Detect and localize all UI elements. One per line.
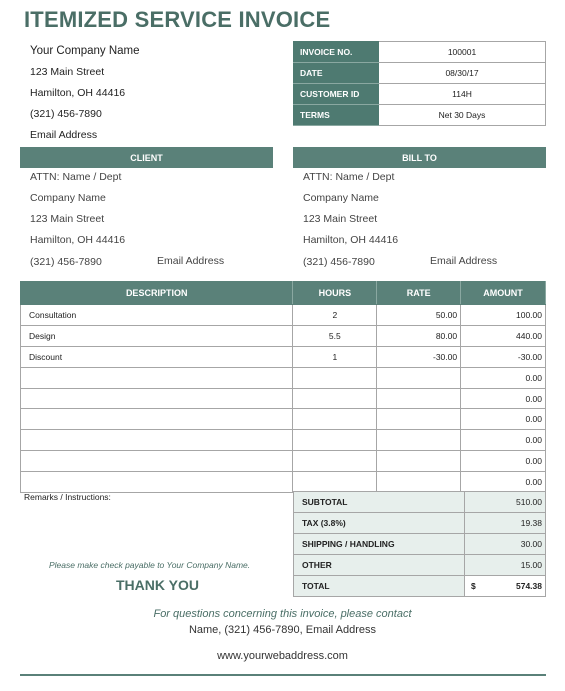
table-row	[21, 325, 546, 346]
invoice-title: ITEMIZED SERVICE INVOICE	[24, 7, 331, 32]
item-hours: 5.5	[293, 325, 377, 346]
other-label: OTHER	[294, 555, 465, 576]
subtotal-label: SUBTOTAL	[294, 492, 465, 513]
item-description: Consultation	[21, 305, 293, 326]
website-link[interactable]: www.yourwebaddress.com	[217, 650, 348, 662]
item-rate	[377, 430, 461, 451]
table-row	[21, 346, 546, 367]
item-amount: 0.00	[461, 451, 546, 472]
col-header-rate: RATE	[377, 282, 461, 305]
meta-label: INVOICE NO.	[294, 42, 379, 63]
tax-value: 19.38	[465, 513, 546, 534]
meta-value: 114H	[379, 84, 546, 105]
total-label: TOTAL	[294, 576, 465, 597]
item-description	[21, 388, 293, 409]
item-amount: 100.00	[461, 305, 546, 326]
col-header-description: DESCRIPTION	[21, 282, 293, 305]
item-hours	[293, 367, 377, 388]
bill-to-attn: ATTN: Name / Dept	[303, 171, 395, 183]
item-amount: 0.00	[461, 430, 546, 451]
client-phone: (321) 456-7890	[30, 256, 102, 268]
company-city: Hamilton, OH 44416	[30, 87, 126, 99]
item-amount: 440.00	[461, 325, 546, 346]
item-description	[21, 451, 293, 472]
meta-label: DATE	[294, 63, 379, 84]
item-description	[21, 472, 293, 493]
meta-row-invoice-no	[294, 42, 546, 63]
item-amount: -30.00	[461, 346, 546, 367]
tax-label: TAX (3.8%)	[294, 513, 465, 534]
item-rate: 50.00	[377, 305, 461, 326]
item-description	[21, 430, 293, 451]
client-email: Email Address	[157, 255, 225, 267]
item-description: Discount	[21, 346, 293, 367]
line-items-header	[21, 282, 546, 305]
total-currency: $	[465, 576, 483, 597]
col-header-amount: AMOUNT	[461, 282, 546, 305]
item-hours: 1	[293, 346, 377, 367]
item-amount: 0.00	[461, 409, 546, 430]
col-header-hours: HOURS	[293, 282, 377, 305]
item-hours	[293, 472, 377, 493]
item-hours	[293, 388, 377, 409]
company-name: Your Company Name	[30, 45, 140, 57]
client-header: CLIENT	[20, 147, 273, 168]
meta-value: 08/30/17	[379, 63, 546, 84]
line-items-table	[20, 281, 546, 493]
item-rate	[377, 451, 461, 472]
bill-to-phone: (321) 456-7890	[303, 256, 375, 268]
client-city: Hamilton, OH 44416	[30, 234, 126, 246]
shipping-value: 30.00	[465, 534, 546, 555]
item-hours	[293, 430, 377, 451]
footer-divider	[20, 674, 546, 676]
item-rate	[377, 388, 461, 409]
shipping-row	[294, 534, 546, 555]
bill-to-city: Hamilton, OH 44416	[303, 234, 399, 246]
bill-to-company: Company Name	[303, 192, 379, 204]
line-items-body	[21, 305, 546, 493]
tax-row	[294, 513, 546, 534]
client-attn: ATTN: Name / Dept	[30, 171, 122, 183]
contact-line: Name, (321) 456-7890, Email Address	[188, 624, 377, 636]
payable-note: Please make check payable to Your Company Name.	[49, 560, 251, 570]
company-phone: (321) 456-7890	[30, 108, 102, 120]
invoice-meta-table	[293, 41, 546, 126]
item-rate: -30.00	[377, 346, 461, 367]
table-row	[21, 430, 546, 451]
item-hours	[293, 451, 377, 472]
table-row	[21, 388, 546, 409]
company-email: Email Address	[30, 129, 98, 141]
meta-row-terms	[294, 105, 546, 126]
table-row	[21, 305, 546, 326]
totals-table	[293, 491, 546, 597]
table-row	[21, 367, 546, 388]
item-description	[21, 409, 293, 430]
client-street: 123 Main Street	[30, 213, 105, 225]
item-description	[21, 367, 293, 388]
item-rate	[377, 472, 461, 493]
item-hours	[293, 409, 377, 430]
item-description: Design	[21, 325, 293, 346]
item-amount: 0.00	[461, 472, 546, 493]
shipping-label: SHIPPING / HANDLING	[294, 534, 465, 555]
meta-row-customer-id	[294, 84, 546, 105]
meta-row-date	[294, 63, 546, 84]
item-hours: 2	[293, 305, 377, 326]
question-line: For questions concerning this invoice, please contact	[153, 608, 412, 620]
total-row	[294, 576, 546, 597]
subtotal-value: 510.00	[465, 492, 546, 513]
bill-to-street: 123 Main Street	[303, 213, 378, 225]
meta-value: Net 30 Days	[379, 105, 546, 126]
item-rate	[377, 367, 461, 388]
item-amount: 0.00	[461, 367, 546, 388]
item-rate	[377, 409, 461, 430]
subtotal-row	[294, 492, 546, 513]
remarks-label: Remarks / Instructions:	[24, 492, 111, 502]
bill-to-header: BILL TO	[293, 147, 546, 168]
other-value: 15.00	[465, 555, 546, 576]
table-row	[21, 472, 546, 493]
item-rate: 80.00	[377, 325, 461, 346]
client-company: Company Name	[30, 192, 106, 204]
total-value: 574.38	[482, 576, 546, 597]
meta-label: TERMS	[294, 105, 379, 126]
table-row	[21, 409, 546, 430]
thank-you: THANK YOU	[116, 577, 199, 593]
meta-label: CUSTOMER ID	[294, 84, 379, 105]
item-amount: 0.00	[461, 388, 546, 409]
other-row	[294, 555, 546, 576]
table-row	[21, 451, 546, 472]
company-street: 123 Main Street	[30, 66, 105, 78]
bill-to-email: Email Address	[430, 255, 498, 267]
meta-value: 100001	[379, 42, 546, 63]
